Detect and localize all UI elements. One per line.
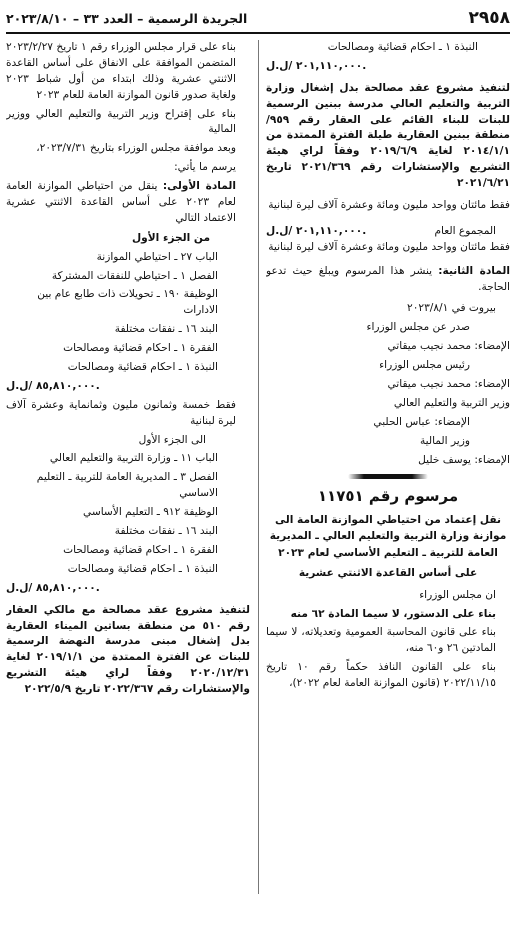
preamble-line: بناء على القانون النافذ حكماً رقم ١٠ تاريخ ٢٠٢٢/١١/١٥ (قانون الموازنة العامة لعام ٢٠٢٢)، (266, 661, 496, 690)
budget-line: الفقرة ١ ـ احكام قضائية ومصالحات (63, 342, 218, 355)
section-from: من الجزء الأول (131, 231, 210, 244)
section-to: الى الجزء الأول (138, 433, 206, 446)
article-label: المادة الأولى: (162, 180, 236, 193)
amount-in-words: فقط مائتان وواحد مليون ومائة وعشرة آلاف ليرة لبنانية (268, 240, 510, 253)
right-column (266, 40, 510, 928)
signatory-title: رئيس مجلس الوزراء (379, 359, 470, 372)
left-column (6, 40, 250, 928)
total-amount: ٢٠١,١١٠,٠٠٠ /ل.ل. (266, 224, 367, 237)
purpose-paragraph: لتنفيذ مشروع عقد مصالحة بدل إشغال وزارة التربية والتعليم العالي مدرسة ببنين الرسمية للبنات للبناء القائم على العقار رقم ٩٥٩/ منطقة ببنين العقارية طيلة الفترة الممتدة من ٢٠١٤/١/١ لغاية ٢٠١٩/٦/٩ وفقاً لراي هيئة التشريع والإستشارات رقم ٢٠٢١/٣٦٩ تاريخ ٢٠٢١/٦/٢١ (266, 81, 510, 190)
preamble-line: بناء على قانون المحاسبة العمومية وتعديلاته، لا سيما المادتين ٢٦ و٦٠ منه، (266, 626, 496, 655)
budget-line: النبذة ١ ـ احكام قضائية ومصالحات (67, 562, 218, 575)
total-line (266, 224, 510, 240)
signature: الإمضاء: يوسف خليل (418, 453, 510, 466)
article-label: المادة الثانية: (438, 264, 510, 277)
gazette-title: الجريدة الرسمية – العدد ٣٣ – ٢٠٢٣/٨/١٠ (6, 10, 248, 26)
article-text: ينقل من احتياطي الموازنة العامة لعام ٢٠٢٣ على أساس القاعدة الاثنتي عشرية الاعتماد التالي (6, 180, 236, 224)
column-divider (258, 40, 259, 894)
budget-line: الفصل ٣ ـ المديرية العامة للتربية ـ التعليم الاساسي (36, 471, 218, 500)
decrees-line: يرسم ما يأتي: (174, 161, 236, 174)
budget-line: الوظيفة ١٩٠ ـ تحويلات ذات طابع عام بين الادارات (37, 288, 218, 317)
amount-in-words: فقط مائتان وواحد مليون ومائة وعشرة آلاف ليرة لبنانية (268, 199, 510, 212)
item-line: النبذة ١ ـ احكام قضائية ومصالحات (327, 41, 478, 53)
budget-line: النبذة ١ ـ احكام قضائية ومصالحات (67, 361, 218, 374)
signature: الإمضاء: محمد نجيب ميقاتي (387, 378, 510, 391)
total-label: المجموع العام (434, 224, 496, 237)
signature: الإمضاء: عباس الحلبي (373, 415, 470, 428)
budget-line: البند ١٦ ـ نفقات مختلفة (114, 525, 218, 538)
page-header (6, 6, 510, 34)
budget-line: الباب ٢٧ ـ احتياطي الموازنة (96, 250, 218, 263)
budget-line: الفصل ١ ـ احتياطي للنفقات المشتركة (51, 269, 218, 282)
amount: ٨٥,٨١٠,٠٠٠ /ل.ل. (6, 379, 100, 392)
preamble-line: بناء على قرار مجلس الوزراء رقم ١ تاريخ ٢٠٢٣/٢/٢٧ المتضمن الموافقة على الانفاق على أساس القاعدة الاثنتي عشرية وذلك ابتداء من أول شباط ٢٠٢٣ ولغاية صدور قانون الموازنة العامة للعام ٢٠٢٣ (6, 41, 236, 101)
article-text: ينشر هذا المرسوم ويبلغ حيث تدعو الحاجة. (266, 264, 510, 293)
page-number: ٢٩٥٨ (468, 8, 510, 29)
budget-line: البند ١٦ ـ نفقات مختلفة (114, 323, 218, 336)
budget-line: الفقرة ١ ـ احكام قضائية ومصالحات (63, 543, 218, 556)
decree-subheading: على أساس القاعدة الاثنتي عشرية (298, 567, 478, 580)
amount: ٢٠١,١١٠,٠٠٠ /ل.ل. (266, 59, 367, 72)
decree-heading: نقل إعتماد من احتياطي الموازنة العامة الى موازنة وزارة التربية والتعليم العالي ـ المديرية العامة للتربية ـ التعليم الأساسي لعام ٢٠٢٣ (269, 513, 507, 559)
purpose-paragraph: لتنفيذ مشروع عقد مصالحة مع مالكي العقار رقم ٥١٠ من منطقة بساتين الميناء العقارية بدل إشغال مبنى مدرسة النهضة الرسمية للبنات عن الفترة الممتدة من ٢٠١٩/١/١ لغاية ٢٠٢٠/١٢/٣١ وفقاً لراي هيئة التشريع والإستشارات رقم ٢٠٢٢/٣٦٧ تاريخ ٢٠٢٢/٥/٩ (6, 603, 250, 696)
signatory-title: وزير التربية والتعليم العالي (393, 396, 510, 409)
signature: الإمضاء: محمد نجيب ميقاتي (387, 340, 510, 353)
preamble-line: وبعد موافقة مجلس الوزراء بتاريخ ٢٠٢٣/٧/٣١، (36, 142, 236, 155)
issued-by: صدر عن مجلس الوزراء (366, 321, 470, 334)
budget-line: الوظيفة ٩١٢ ـ التعليم الأساسي (83, 506, 218, 519)
preamble-line: ان مجلس الوزراء (419, 588, 496, 601)
budget-line: الباب ١١ ـ وزارة التربية والتعليم العالي (49, 452, 218, 465)
signatory-title: وزير المالية (419, 434, 470, 447)
amount: ٨٥,٨١٠,٠٠٠ /ل.ل. (6, 581, 100, 594)
section-divider (348, 474, 428, 479)
place-date: بيروت في ٢٠٢٣/٨/١ (407, 302, 496, 315)
preamble-line: بناء على إقتراح وزير التربية والتعليم العالي ووزير المالية (6, 107, 236, 136)
decree-number: مرسوم رقم ١١٧٥١ (317, 487, 459, 506)
amount-in-words: فقط خمسة وثمانون مليون وثمانماية وعشرة آلاف ليرة لبنانية (6, 398, 236, 427)
preamble-line: بناء على الدستور، لا سيما المادة ٦٢ منه (290, 607, 496, 620)
